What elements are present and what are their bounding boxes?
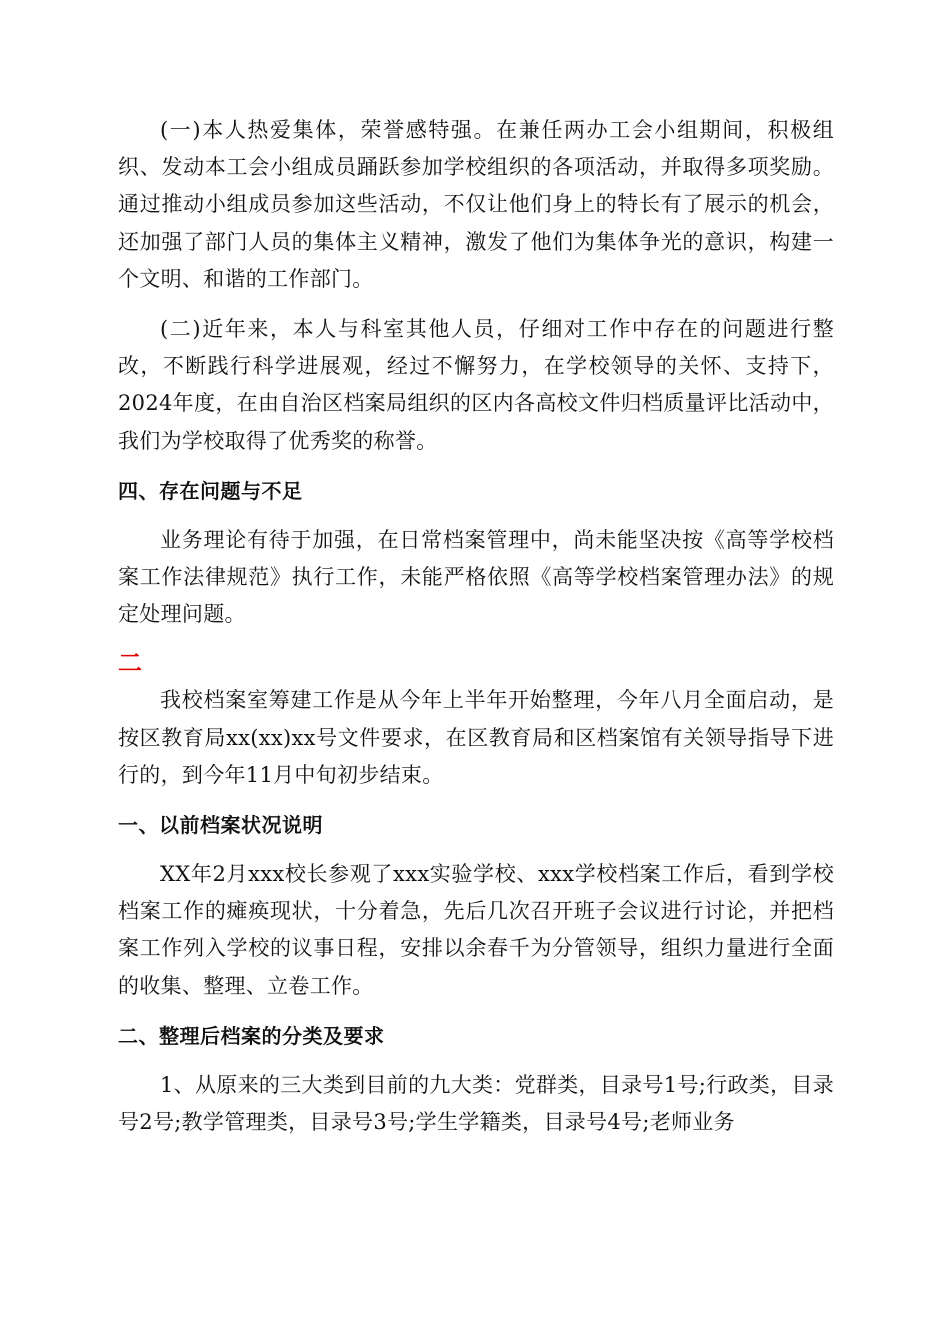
paragraph-collective-honor: (一)本人热爱集体，荣誉感特强。在兼任两办工会小组期间，积极组织、发动本工会小组成员踊跃参加学校组织的各项活动，并取得多项奖励。通过推动小组成员参加这些活动，不仅让他们身上的特长有了展示的机会，还加强了部门人员的集体主义精神，激发了他们为集体争光的意识，构建一个文明、和谐的工作部门。 (118, 118, 834, 291)
paragraph-archive-setup: 我校档案室筹建工作是从今年上半年开始整理，今年八月全面启动，是按区教育局xx(xx)xx号文件要求，在区教育局和区档案馆有关领导指导下进行的，到今年11月中旬初步结束。 (118, 688, 834, 787)
section-mark-two: 二 (118, 649, 142, 678)
heading-problems: 四、存在问题与不足 (118, 478, 303, 503)
paragraph-problems: 业务理论有待于加强，在日常档案管理中，尚未能坚决按《高等学校档案工作法律规范》执行工作，未能严格依照《高等学校档案管理办法》的规定处理问题。 (118, 527, 834, 627)
paragraph-recent-achievements: (二)近年来，本人与科室其他人员，仔细对工作中存在的问题进行整改，不断践行科学进展观，经过不懈努力，在学校领导的关怀、支持下，2024年度，在由自治区档案局组织的区内各高校文件归档质量评比活动中，我们为学校取得了优秀奖的称誉。 (118, 317, 834, 453)
document-page (118, 112, 834, 1154)
heading-previous-status: 一、以前档案状况说明 (118, 813, 323, 838)
heading-classification: 二、整理后档案的分类及要求 (118, 1023, 385, 1048)
paragraph-classification: 1、从原来的三大类到目前的九大类：党群类，目录号1号;行政类，目录号2号;教学管理类，目录号3号;学生学籍类，目录号4号;老师业务 (118, 1072, 834, 1135)
paragraph-previous-status: XX年2月xxx校长参观了xxx实验学校、xxx学校档案工作后，看到学校档案工作的瘫痪现状，十分着急，先后几次召开班子会议进行讨论，并把档案工作列入学校的议事日程，安排以余春千为分管领导，组织力量进行全面的收集、整理、立卷工作。 (118, 862, 834, 998)
